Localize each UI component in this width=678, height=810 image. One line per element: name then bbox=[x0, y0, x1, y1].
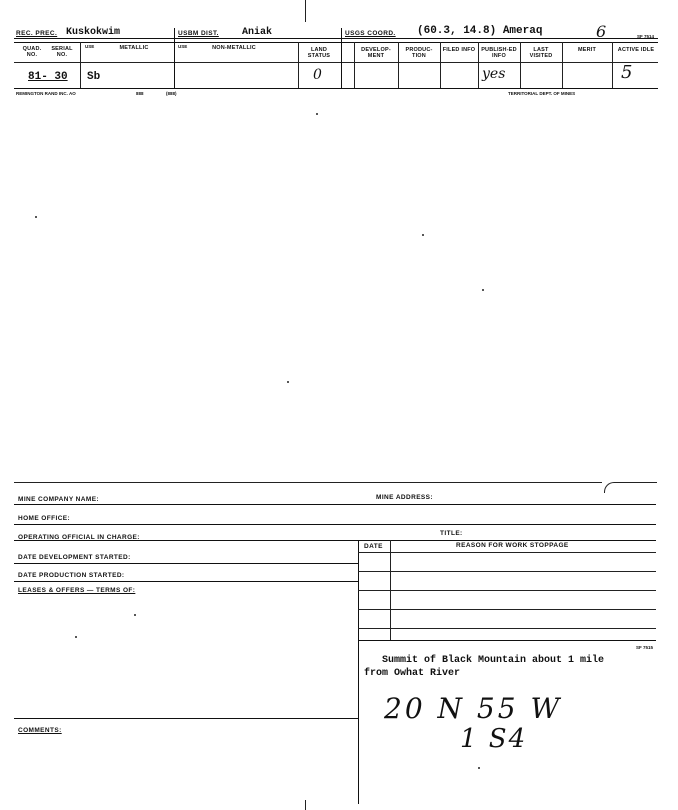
stoppage-reason-header: REASON FOR WORK STOPPAGE bbox=[456, 542, 569, 549]
row-rule-development bbox=[14, 563, 358, 564]
stoppage-bottom-rule bbox=[358, 640, 656, 641]
top-form-number: SF 7514 bbox=[637, 34, 655, 39]
top-footer-code-2: (888) bbox=[166, 91, 177, 96]
usbm-dist-label: USBM DIST. bbox=[178, 30, 219, 37]
usbm-dist-value: Aniak bbox=[242, 27, 273, 38]
col-divider-production bbox=[398, 42, 399, 88]
handwritten-section: 1 S4 bbox=[460, 724, 528, 754]
date-development-label: DATE DEVELOPMENT STARTED: bbox=[18, 554, 131, 561]
rec-prec-value: Kuskokwim bbox=[66, 27, 121, 38]
top-footer-maker: REMINGTON RAND INC. AO bbox=[16, 91, 76, 96]
stoppage-left-border bbox=[358, 540, 359, 804]
scan-speck bbox=[316, 113, 318, 115]
col-divider-serial bbox=[80, 42, 81, 88]
header-active-idle: ACTIVE IDLE bbox=[617, 47, 655, 53]
leases-offers-label: LEASES & OFFERS — TERMS OF: bbox=[18, 587, 136, 594]
row-active-idle: 5 bbox=[621, 62, 633, 83]
header-development: DEVELOP-MENT bbox=[361, 47, 391, 59]
row-quad-serial: 81- 30 bbox=[28, 71, 68, 83]
scan-speck bbox=[35, 216, 37, 218]
row-metallic: Sb bbox=[87, 71, 101, 83]
header-published-info: PUBLISH-ED INFO bbox=[481, 47, 517, 59]
location-note-line-2: from Owhat River bbox=[364, 668, 461, 679]
top-card-bottom-rule bbox=[14, 88, 658, 89]
top-card-top-rule bbox=[14, 38, 658, 39]
usgs-coord-value: (60.3, 14.8) Ameraq bbox=[417, 25, 543, 37]
card-top-tick bbox=[305, 0, 306, 22]
date-production-label: DATE PRODUCTION STARTED: bbox=[18, 572, 125, 579]
mine-address-label: MINE ADDRESS: bbox=[376, 494, 433, 501]
card-bottom-tick bbox=[305, 800, 306, 810]
header-metallic: METALLIC bbox=[119, 45, 149, 51]
top-footer-territorial: TERRITORIAL DEPT. OF MINES bbox=[508, 91, 576, 96]
row-published-info: yes bbox=[482, 66, 506, 82]
header-land-status: LAND STATUS bbox=[307, 47, 331, 59]
stoppage-date-header: DATE bbox=[364, 543, 383, 550]
row-rule-comments bbox=[14, 718, 358, 719]
bottom-card-curl bbox=[604, 482, 657, 493]
comments-label: COMMENTS: bbox=[18, 727, 62, 734]
header-production: PRODUC-TION bbox=[405, 47, 433, 59]
operating-official-label: OPERATING OFFICIAL IN CHARGE: bbox=[18, 534, 140, 541]
top-card-divider-1 bbox=[174, 28, 175, 88]
col-divider-active bbox=[612, 42, 613, 88]
top-footer-code-1: 888 bbox=[136, 91, 144, 96]
top-card-divider-2 bbox=[341, 28, 342, 88]
header-non-metallic: NON-METALLIC bbox=[212, 45, 256, 51]
scan-speck bbox=[287, 381, 289, 383]
col-divider-published bbox=[478, 42, 479, 88]
header-serial-no: SERIAL NO. bbox=[51, 46, 73, 58]
header-use-metallic: USE bbox=[85, 44, 95, 49]
scan-speck bbox=[482, 289, 484, 291]
rec-prec-label: REC. PREC. bbox=[16, 30, 58, 37]
col-divider-visited bbox=[520, 42, 521, 88]
row-rule-company bbox=[14, 504, 656, 505]
scan-speck bbox=[478, 767, 480, 769]
stoppage-row-rule bbox=[358, 628, 656, 629]
location-note-line-1: Summit of Black Mountain about 1 mile bbox=[382, 655, 605, 666]
stoppage-row-rule bbox=[358, 590, 656, 591]
handwritten-township-range: 20 N 55 W bbox=[384, 692, 563, 725]
bottom-form-number: SF 7515 bbox=[636, 645, 654, 650]
scan-speck bbox=[422, 234, 424, 236]
stoppage-row-rule bbox=[358, 571, 656, 572]
col-divider-develop bbox=[354, 42, 355, 88]
header-last-visited: LAST VISITED bbox=[529, 47, 553, 59]
row-land-status: 0 bbox=[313, 67, 322, 83]
row-rule-production bbox=[14, 581, 358, 582]
col-divider-filed bbox=[440, 42, 441, 88]
col-divider-land bbox=[298, 42, 299, 88]
stoppage-row-rule bbox=[358, 609, 656, 610]
col-divider-merit bbox=[562, 42, 563, 88]
bottom-card-top-edge bbox=[14, 482, 602, 483]
header-use-nonmetallic: USE bbox=[178, 44, 188, 49]
home-office-label: HOME OFFICE: bbox=[18, 515, 71, 522]
mine-company-name-label: MINE COMPANY NAME: bbox=[18, 496, 99, 503]
usgs-coord-label: USGS COORD. bbox=[345, 30, 396, 37]
row-rule-home-office bbox=[14, 524, 656, 525]
row-rule-official bbox=[14, 540, 656, 541]
header-quad-no: QUAD. NO. bbox=[22, 46, 42, 58]
stoppage-header-rule bbox=[358, 552, 656, 553]
title-label: TITLE: bbox=[440, 530, 463, 537]
header-merit: MERIT bbox=[577, 47, 597, 53]
header-filed-info: FILED INFO bbox=[442, 47, 476, 53]
usgs-coord-handwritten-mark: 6 bbox=[596, 22, 607, 41]
scan-speck bbox=[75, 636, 77, 638]
scan-speck bbox=[134, 614, 136, 616]
